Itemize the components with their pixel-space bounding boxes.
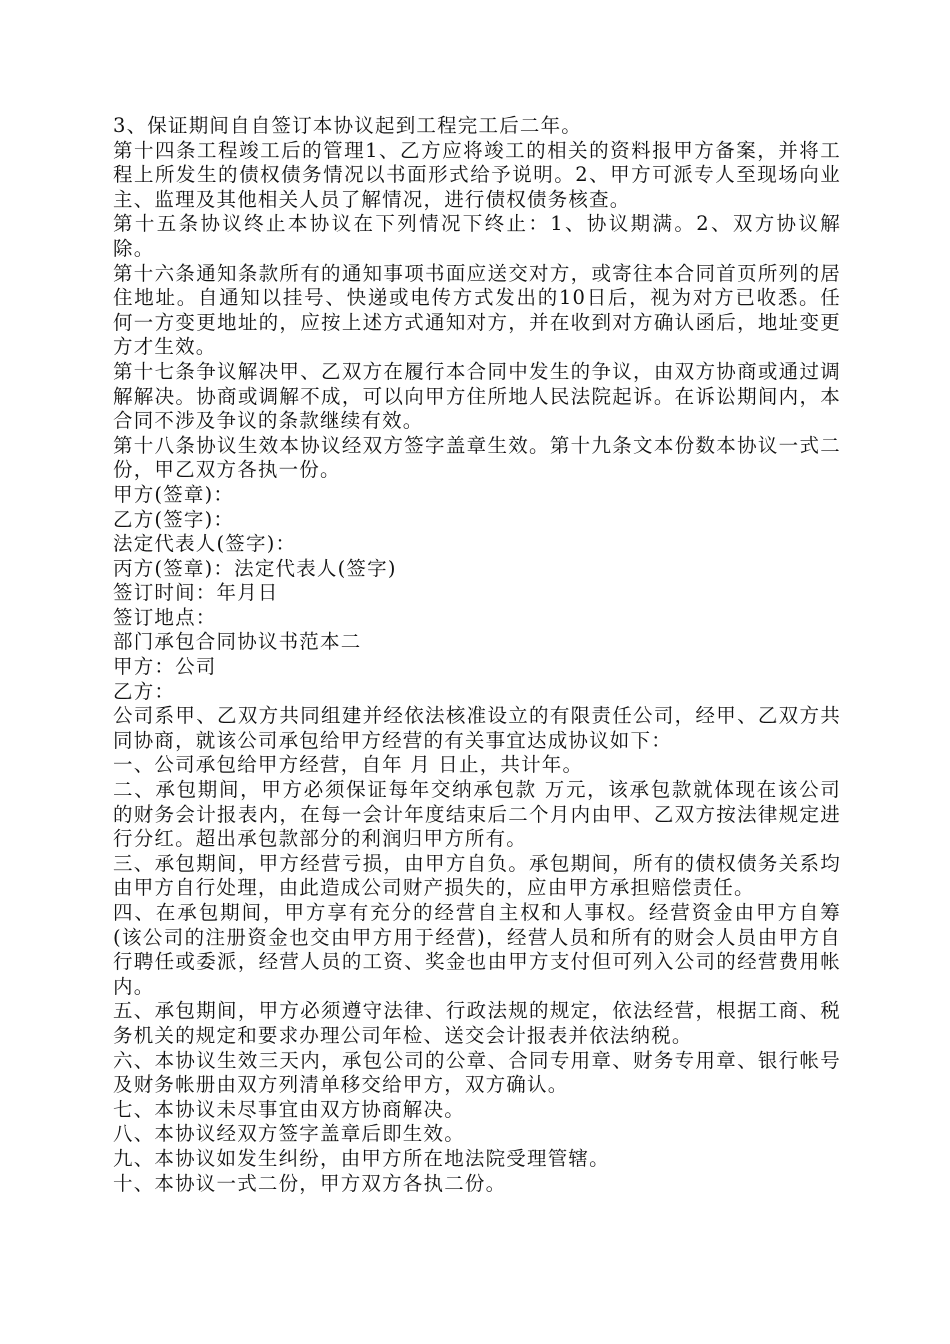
clause-9: 九、本协议如发生纠纷，由甲方所在地法院受理管辖。 <box>113 1146 610 1170</box>
signature-party-c: 丙方(签章)：法定代表人(签字) <box>113 556 397 580</box>
party-b-line: 乙方： <box>113 679 176 703</box>
clause-3: 三、承包期间，甲方经营亏损，由甲方自负。承包期间，所有的债权债务关系均由甲方自行处理，由此造成公司财产损失的，应由甲方承担赔偿责任。 <box>113 851 841 900</box>
paragraph-article-14: 第十四条工程竣工后的管理1、乙方应将竣工的相关的资料报甲方备案，并将工程上所发生的债权债务情况以书面形式给予说明。2、甲方可派专人至现场向业主、监理及其他相关人员了解情况，进行债权债务核查。 <box>113 138 841 211</box>
clause-7: 七、本协议未尽事宜由双方协商解决。 <box>113 1097 465 1121</box>
document-body <box>113 114 841 1196</box>
paragraph-preamble: 公司系甲、乙双方共同组建并经依法核准设立的有限责任公司，经甲、乙双方共同协商，就该公司承包给甲方经营的有关事宜达成协议如下： <box>113 704 841 752</box>
clause-5: 五、承包期间，甲方必须遵守法律、行政法规的规定，依法经营，根据工商、税务机关的规定和要求办理公司年检、送交会计报表并依法纳税。 <box>113 999 841 1047</box>
clause-4: 四、在承包期间，甲方享有充分的经营自主权和人事权。经营资金由甲方自筹(该公司的注册资金也交由甲方用于经营)，经营人员和所有的财会人员由甲方自行聘任或委派，经营人员的工资、奖金也由甲方支付但可列入公司的经营费用帐内。 <box>113 901 841 998</box>
paragraph-article-18-19: 第十八条协议生效本协议经双方签字盖章生效。第十九条文本份数本协议一式二份，甲乙双方各执一份。 <box>113 433 841 482</box>
party-a-line: 甲方：公司 <box>113 655 217 679</box>
paragraph-article-16: 第十六条通知条款所有的通知事项书面应送交对方，或寄往本合同首页所列的居住地址。自通知以挂号、快递或电传方式发出的10日后，视为对方已收悉。任何一方变更地址的，应按上述方式通知对方，并在收到对方确认函后，地址变更方才生效。 <box>113 261 841 359</box>
clause-8: 八、本协议经双方签字盖章后即生效。 <box>113 1122 465 1146</box>
signing-date: 签订时间：年月日 <box>113 581 279 605</box>
signature-party-a: 甲方(签章)： <box>113 482 235 506</box>
signature-party-b: 乙方(签字)： <box>113 507 235 531</box>
signature-legal-rep: 法定代表人(签字)： <box>113 532 297 556</box>
signing-place: 签订地点： <box>113 605 217 629</box>
paragraph-article-15: 第十五条协议终止本协议在下列情况下终止：1、协议期满。2、双方协议解除。 <box>113 212 841 260</box>
clause-10: 十、本协议一式二份，甲方双方各执二份。 <box>113 1171 507 1195</box>
section-title: 部门承包合同协议书范本二 <box>113 630 362 654</box>
clause-6: 六、本协议生效三天内，承包公司的公章、合同专用章、财务专用章、银行帐号及财务帐册由双方列清单移交给甲方，双方确认。 <box>113 1048 841 1097</box>
clause-2: 二、承包期间，甲方必须保证每年交纳承包款 万元，该承包款就体现在该公司的财务会计报表内，在每一会计年度结束后二个月内由甲、乙双方按法律规定进行分红。超出承包款部分的利润归甲方所有。 <box>113 778 841 851</box>
paragraph-warranty-period: 3、保证期间自自签订本协议起到工程完工后二年。 <box>113 114 583 137</box>
paragraph-article-17: 第十七条争议解决甲、乙双方在履行本合同中发生的争议，由双方协商或通过调解解决。协商或调解不成，可以向甲方住所地人民法院起诉。在诉讼期间内，本合同不涉及争议的条款继续有效。 <box>113 359 841 433</box>
clause-1: 一、公司承包给甲方经营，自年 月 日止，共计年。 <box>113 753 584 777</box>
